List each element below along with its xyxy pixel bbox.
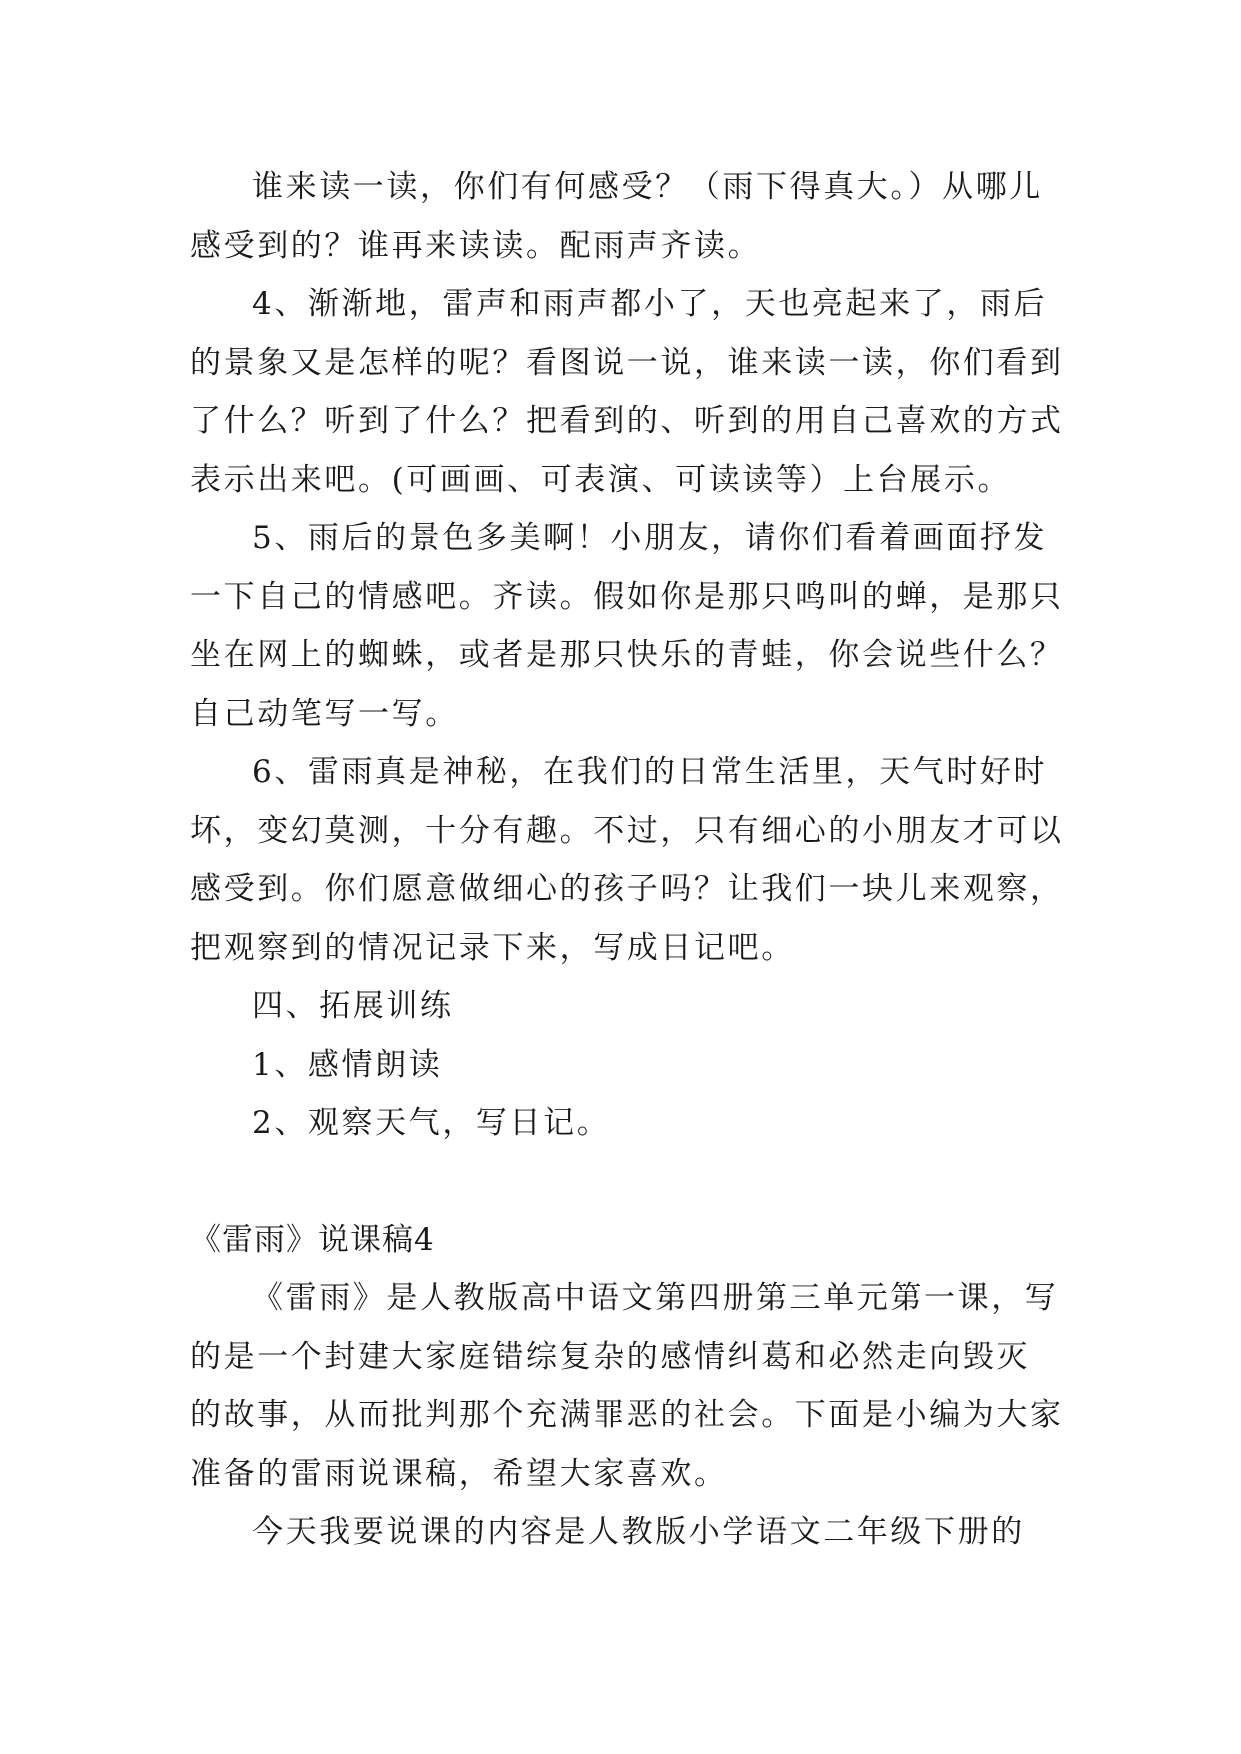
paragraph-line: 5、雨后的景色多美啊！小朋友，请你们看着画面抒发 (252, 520, 1048, 556)
paragraph-line: 了什么？听到了什么？把看到的、听到的用自己喜欢的方式 (190, 403, 1064, 439)
paragraph-line: 的故事，从而批判那个充满罪恶的社会。下面是小编为大家 (190, 1397, 1064, 1433)
paragraph-line: 一下自己的情感吧。齐读。假如你是那只鸣叫的蝉，是那只 (190, 578, 1064, 615)
paragraph-line: 准备的雷雨说课稿，希望大家喜欢。 (190, 1455, 728, 1492)
paragraph-line: 《雷雨》是人教版高中语文第四册第三单元第一课，写 (252, 1280, 1059, 1316)
paragraph-line: 6、雷雨真是神秘，在我们的日常生活里，天气时好时 (252, 754, 1048, 790)
section-heading: 四、拓展训练 (252, 988, 454, 1024)
paragraph-line: 坏，变幻莫测，十分有趣。不过，只有细心的小朋友才可以 (190, 812, 1064, 849)
blank-gap (190, 1153, 1070, 1211)
paragraph-line: 把观察到的情况记录下来，写成日记吧。 (190, 929, 795, 966)
list-item: 2、观察天气，写日记。 (252, 1105, 611, 1141)
paragraph-line: 感受到的？谁再来读读。配雨声齐读。 (190, 227, 762, 264)
paragraph-line: 的是一个封建大家庭错综复杂的感情纠葛和必然走向毁灭 (190, 1338, 1030, 1375)
paragraph-line: 今天我要说课的内容是人教版小学语文二年级下册的 (252, 1514, 1025, 1550)
paragraph-line: 的景象又是怎样的呢？看图说一说，谁来读一读，你们看到 (190, 344, 1064, 381)
paragraph-line: 谁来读一读，你们有何感受？（雨下得真大。）从哪儿 (252, 169, 1043, 205)
document-body (190, 158, 1070, 1562)
paragraph-line: 坐在网上的蜘蛛，或者是那只快乐的青蛙，你会说些什么？ (190, 637, 1064, 673)
paragraph-line: 感受到。你们愿意做细心的孩子吗？让我们一块儿来观察， (190, 871, 1064, 907)
paragraph-line: 表示出来吧。(可画画、可表演、可读读等）上台展示。 (190, 461, 1012, 498)
paragraph-line: 自己动笔写一写。 (190, 695, 459, 732)
list-item: 1、感情朗读 (252, 1046, 443, 1083)
paragraph-line: 4、渐渐地，雷声和雨声都小了，天也亮起来了，雨后 (252, 286, 1048, 322)
document-title: 《雷雨》说课稿4 (190, 1221, 435, 1258)
